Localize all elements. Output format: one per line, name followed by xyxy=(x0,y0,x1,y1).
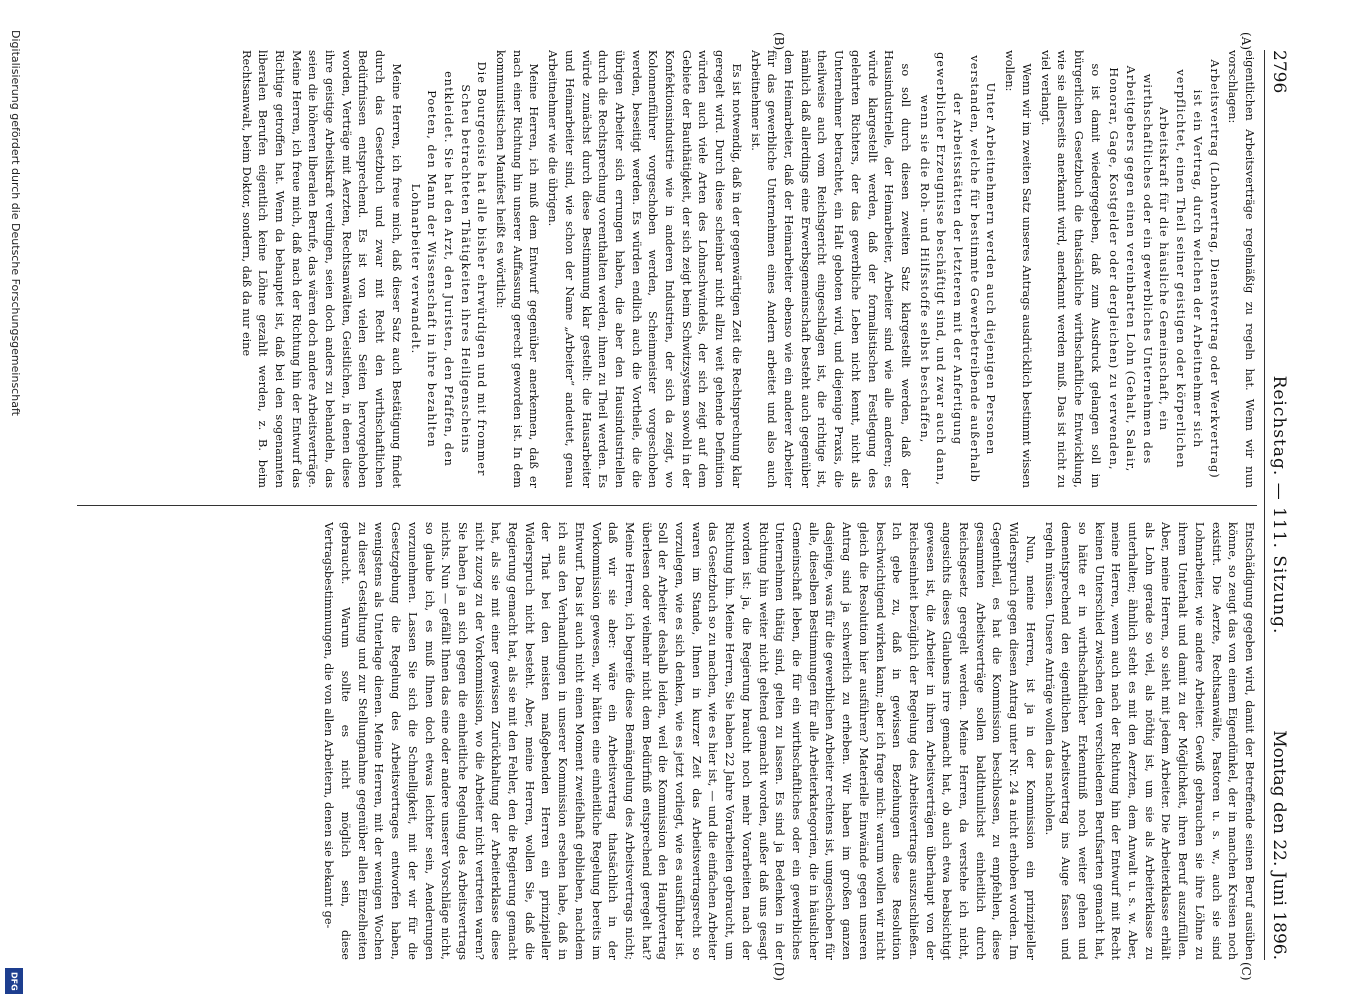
paragraph: so soll durch diesen zweiten Satz klargestellt werden, daß der Hausindustrielle, der Heimarbeiter, Arbeiter sind wie alle anderen; es würde klargestellt werden, daß der formalistischen Festlegung des gelehrten Richters, der das gewerbliche Leben nicht kennt, nicht als Unternehmer betrachtet, ein Halt geboten wird, und diejenige Praxis, die theilweise auch vom Reichsgericht eingeschlagen ist, die richtige ist, nämlich daß allerdings eine Erwerbsgemeinschaft besteht auch gegenüber dem Heimarbeiter, daß der Heimarbeiter ebenso wie ein anderer Arbeiter für das gewerbliche Unternehmen eines Andern arbeitet und also auch Arbeitnehmer ist. xyxy=(748,50,912,488)
side-note-text: Digitalisierung gefördert durch die Deutsche Forschungsgemeinschaft xyxy=(9,30,22,416)
document-page xyxy=(66,32,1291,981)
paragraph: so ist damit wiedergegeben, daß zum Ausdruck gelangen soll im bürgerlichen Gesetzbuch die thatsächliche wirthschaftliche Entwicklung, wie sie allerseits anerkannt wird, anerkannt werden muß. Das ist nicht zu viel verlangt. xyxy=(1038,50,1102,488)
running-header xyxy=(1264,50,1291,960)
header-date: Montag den 22. Juni 1896. xyxy=(1269,730,1289,960)
header-title: Reichstag. — 111. Sitzung. xyxy=(1269,375,1289,635)
paragraph: Meine Herren, ich muß dem Entwurf gegenüber anerkennen, daß er nach einer Richtung hin unserer Auffassung gerecht geworden ist. In dem kommunistischen Manifest heißt es wörtlich: xyxy=(494,50,541,488)
paragraph: Es ist notwendig, daß in der gegenwärtigen Zeit die Rechtsprechung klar geregelt wird. Durch diese scheinbar nicht allzu weit gehende Definition würden auch viele Arten des Lohnschwindels, der sich zeigt auf dem Gebiete der Bauthätigkeit, der sich zeigt beim Schwitzsystem sowohl in der Konfektionsindustrie wie in anderen Industrien, der sich da zeigt, wo Kolonnenführer vorgeschoben werden, Scheinmeister vorgeschoben werden, beseitigt werden. Es würden endlich auch die Vortheile, die die übrigen Arbeiter sich errungen haben, die aber den Hausindustriellen durch die Rechtsprechung vorenthalten werden, ihnen zu Theil werden. Es würde zunächst durch diese Bestimmung klar gestellt: die Hausarbeiter und Heimarbeiter sind, wie schon der Name „Arbeiter“ andeutet, genau Arbeitnehmer wie die übrigen. xyxy=(546,50,743,488)
quoted-definition: Unter Arbeitnehmern werden auch diejenigen Personen verstanden, welche für bestimmte Gewerbetreibende außerhalb der Arbeitsstätten der letzteren mit der Anfertigung gewerblicher Erzeugnisse beschäftigt sind, und zwar auch dann, wenn sie die Roh- und Hilfsstoffe selbst beschaffen, xyxy=(917,52,998,486)
paragraph: eigentlichen Arbeitsverträge regelmäßig zu regeln hat. Wenn wir nun vorschlagen: xyxy=(1226,50,1256,488)
quotation: Die Bourgeoisie hat alle bisher ehrwürdigen und mit frommer Scheu betrachteten Thätigkeiten ihres Heiligenscheins entkleidet. Sie hat den Arzt, den Juristen, den Pfaffen, den Poeten, den Mann der Wissenschaft in ihre bezahlten Lohnarbeiter verwandelt. xyxy=(408,61,489,477)
quoted-definition: Arbeitsvertrag (Lohnvertrag, Dienstvertrag oder Werkvertrag) ist ein Vertrag, durch welchen der Arbeitnehmer sich verpflichtet, einen Theil seiner geistigen oder körperlichen Arbeitskraft für die häusliche Gemeinschaft, ein wirthschaftliches oder ein gewerbliches Unternehmen des Arbeitgebers gegen einen vereinbarten Lohn (Gehalt, Salair, Honorar, Gage, Kostgelder oder dergleichen) zu verwenden, xyxy=(1107,59,1221,479)
left-column xyxy=(77,50,1257,488)
paragraph: Nun, meine Herren, ist ja in der Kommission ein prinzipieller Widerspruch gegen diesen Antrag unter Nr. 24 a nicht erhoben worden. Im Gegentheil, es hat die Kommission beschlossen, zu empfehlen, diese gesammten Arbeitsverträge sollen baldthunlichst einheitlich durch Reichsgesetz geregelt werden. Meine Herren, da verstehe ich nicht, angesichts dieses Glaubens irre gemacht hat, ob auch etwa beabsichtigt gewesen ist, die Arbeiter in ihren Arbeitsverträgen überhaupt von der Reichseinheit bezüglich der Regelung des Arbeitsvertrags auszuschließen. Ich gebe zu, daß in gewissen Beziehungen diese Resolution beschwichtigend wirken kann; aber ich frage mich: warum wollen wir nicht gleich die Resolution hier ausführen? Materielle Einwände gegen unseren Antrag sind ja schwerlich zu erheben. Wir haben im großen ganzen dasjenige, was für die gewerblichen Arbeiter rechtens ist, umgeschoben für alle, dieselben Bestimmungen für alle Arbeiterkategorien, die in häuslicher Gemeinschaft leben, die für ein wirthschaftliches oder ein gewerbliches Unternehmen thätig sind, gelten zu lassen. Es sind ja Bedenken in der Richtung hin weiter nicht geltend gemacht worden, außer daß uns gesagt worden ist: ja, die Regierung braucht noch mehr Vorarbeiten nach der Richtung hin. Meine Herren, Sie haben 22 Jahre Vorarbeiten gebraucht, um das Gesetzbuch so zu machen, wie es hier ist, — und die einfachen Arbeiter waren im Stande, Ihnen in kurzer Zeit das Arbeitsvertragsrecht so vorzulegen, wie es sich denken, wie es jetzt vorliegt, wie es ausführbar ist. Soll der Arbeiter deshalb leiden, weil die Kommission den Hauptvertrag überlesen oder vielmehr nicht dem Bedürfniß entsprechend geregelt hat? Meine Herren, ich begreife diese Bemängelung des Arbeitsvertrags nicht; daß wir sie aber: wäre ein Arbeitsvertrag thatsächlich in der Vorkommission gewesen, wir hätten eine einheitliche Regelung bereits im Entwurf. Das ist auch nicht einen Moment zweifelhaft geblieben, nachdem ich aus den Verhandlungen in unserer Kommission ersehen habe, daß in der That bei den meisten maßgebenden Herren ein prinzipieller Widerspruch nicht besteht. Aber, meine Herren, wollen Sie, daß die Regierung gemacht hat, als sie mit den Fehler, den die Regierung gemacht hat, als sie mit einer gewissen Zurückhaltung der Arbeiterklasse diese nicht zuzog zu der Vorkommission, wo die Arbeiter nicht vertreten waren? Sie haben ja an sich gegen die einheitliche Regelung des Arbeitsvertrags nichts. Nun — gefällt Ihnen das eine oder andere unserer Vorschläge nicht, so glaube ich, es muß Ihnen doch etwas leichter sein, Aenderungen vorzunehmen. Lassen Sie sich die Schnelligkeit, mit der wir für die Gesetzgebung die Regelung des Arbeitsvertrages entworfen haben, wenigstens als Unterlage dienen. Meine Herren, mit der wenigen Wochen zu dieser Gestaltung und zur Stellungnahme gegenüber allen Einzelheiten gebraucht. Warum sollte es nicht möglich sein, diese Vertragsbestimmungen, die von allen Arbeitern, denen sie bekannt ge- xyxy=(322,522,1037,960)
margin-marker-d: (D) xyxy=(772,962,786,981)
column-divider xyxy=(77,505,1257,506)
margin-marker-c: (C) xyxy=(1239,962,1253,981)
margin-marker-a: (A) xyxy=(1239,32,1253,51)
paragraph: Meine Herren, ich freue mich, daß dieser Satz auch Bestätigung findet durch das Gesetzbuch und zwar mit Recht den wirthschaftlichen Bedürfnissen entsprechend. Es ist von vielen Seiten hervorgehoben worden, Verträge mit Aerzten, Rechtsanwälten, Geistlichen, in denen diese ihre geistige Arbeitskraft verdingen, seien doch anders zu behandeln, das seien die höheren liberalen Berufe, das wären doch andere Arbeitsverträge. Meine Herren, ich freue mich, daß nach der Richtung hin der Entwurf das Richtige getroffen hat. Wenn da behauptet ist, daß bei den sogenannten liberalen Berufen eigentlich keine Löhne gezahlt werden, z. B. beim Rechtsanwalt, beim Doktor, sondern, daß da nur eine xyxy=(239,50,403,488)
margin-marker-b: (B) xyxy=(772,32,786,51)
side-note xyxy=(8,30,22,990)
dfg-logo: DFG xyxy=(5,968,23,994)
paragraph: Entschädigung gegeben wird, damit der Betreffende seinen Beruf ausüben könne, so zeugt das von einem Eigendünkel, der in manchen Kreisen noch existirt. Die Aerzte, Rechtsanwälte, Pastoren u. s. w., auch sie sind Lohnarbeiter, wie andere Arbeiter. Gewiß gebrauchen sie ihre Löhne zu ihrem Unterhalt und damit zu der Möglichkeit, ihren Beruf auszufüllen. Aber, meine Herren, so sieht mit jedem Arbeiter. Die Arbeiterklasse erhält als Lohn gerade so viel, als nöthig ist, um sie als Arbeiterklasse zu unterhalten; ähnlich steht es mit den Aerzten, dem Anwalt u. s. w. Aber, meine Herren, wenn auch nach der Richtung hin der Entwurf mit Recht keinen Unterschied zwischen den verschiedenen Berufsarten gemacht hat, so hätte er in wirthschaftlicher Erkenntniß noch weiter gehen und dementsprechend den eigentlichen Arbeitsvertrag ins Auge fassen und regeln müssen. Unsere Anträge wollen das nachholen. xyxy=(1042,522,1256,960)
page-number: 2796 xyxy=(1269,50,1289,94)
paragraph: Wenn wir im zweiten Satz unseres Antrags ausdrücklich bestimmt wissen wollen: xyxy=(1003,50,1033,488)
right-column xyxy=(77,522,1257,960)
